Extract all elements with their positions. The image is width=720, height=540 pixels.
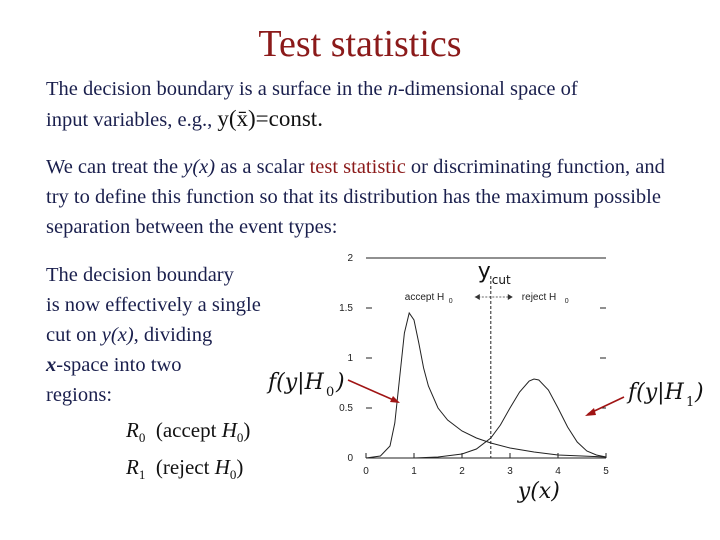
- y-tick-label: 2: [347, 253, 353, 264]
- r1-sub: 1: [138, 467, 146, 483]
- para2-yx: y(x): [183, 156, 216, 178]
- series-line-h1: [366, 379, 606, 458]
- reject-label: reject H: [521, 292, 557, 303]
- para3-line4b: -space into two: [56, 354, 182, 376]
- r1-h: H: [214, 455, 230, 479]
- y-tick-label: 0.5: [339, 403, 353, 414]
- para3-line2: is now effectively a single: [46, 294, 261, 316]
- series-label-h1-sub: 1: [686, 395, 695, 410]
- para3-line4a: x: [46, 354, 57, 376]
- r1-sym: R: [126, 455, 139, 479]
- pointer-arrowhead-h0: [390, 396, 400, 403]
- para3-line3c: , dividing: [133, 324, 213, 346]
- slide-title: Test statistics: [258, 23, 462, 65]
- x-axis-label: y(x): [517, 479, 560, 504]
- para1-text-a: The decision boundary is a surface in the: [46, 78, 388, 100]
- para1-n: n: [387, 78, 398, 100]
- r0-h: H: [221, 418, 237, 442]
- r0-sym: R: [126, 418, 139, 442]
- series-label-h0: f(y|H: [268, 370, 324, 395]
- y-tick-label: 1: [347, 353, 353, 364]
- r0-hsub: 0: [236, 430, 244, 446]
- cut-label: y: [477, 259, 491, 284]
- para2-b: as a scalar: [215, 156, 310, 178]
- series-line-h0: [366, 313, 606, 458]
- pointer-arrow-h0: [348, 380, 398, 402]
- series-label-h0-sub: 0: [326, 385, 335, 400]
- series-label-h0-close: ): [336, 370, 345, 395]
- para3-line3a: cut on: [46, 324, 102, 346]
- r1-hsub: 0: [229, 467, 237, 483]
- para2-test-statistic: test statistic: [309, 156, 406, 178]
- r1-text: (reject: [155, 455, 215, 479]
- x-tick-label: 2: [459, 466, 465, 477]
- x-tick-label: 5: [603, 466, 609, 477]
- y-tick-label: 0: [347, 453, 353, 464]
- pointer-arrowhead-h1: [585, 408, 596, 416]
- accept-label: accept H: [404, 292, 445, 303]
- cut-label-sub: cut: [491, 273, 511, 287]
- para3-line1: The decision boundary: [46, 264, 234, 286]
- para2-d: or discriminating function, and try to define this function so that its distribution has the maximum possible separation between the event types:: [46, 156, 665, 238]
- x-tick-label: 4: [555, 466, 561, 477]
- arrowhead-left: [475, 294, 480, 300]
- r0-text: (accept: [155, 418, 222, 442]
- para3-line3b: y(x): [101, 324, 134, 346]
- x-tick-label: 1: [411, 466, 417, 477]
- x-tick-label: 0: [363, 466, 369, 477]
- x-tick-label: 3: [507, 466, 513, 477]
- series-label-h1-close: ): [695, 380, 704, 405]
- series-label-h1: f(y|H: [628, 380, 684, 405]
- para2-a: We can treat the: [46, 156, 184, 178]
- para1-line2: input variables, e.g.,: [46, 109, 213, 131]
- r0-sub: 0: [138, 430, 146, 446]
- accept-label-sub: 0: [448, 298, 453, 305]
- r1-end: ): [236, 455, 244, 479]
- boundary-formula: y(x̄)=const.: [217, 106, 323, 131]
- reject-label-sub: 0: [564, 298, 569, 305]
- y-tick-label: 1.5: [339, 303, 353, 314]
- r0-end: ): [243, 418, 251, 442]
- arrowhead-right: [508, 294, 513, 300]
- para1-text-b: -dimensional space of: [397, 78, 578, 100]
- para3-line5: regions:: [46, 384, 113, 406]
